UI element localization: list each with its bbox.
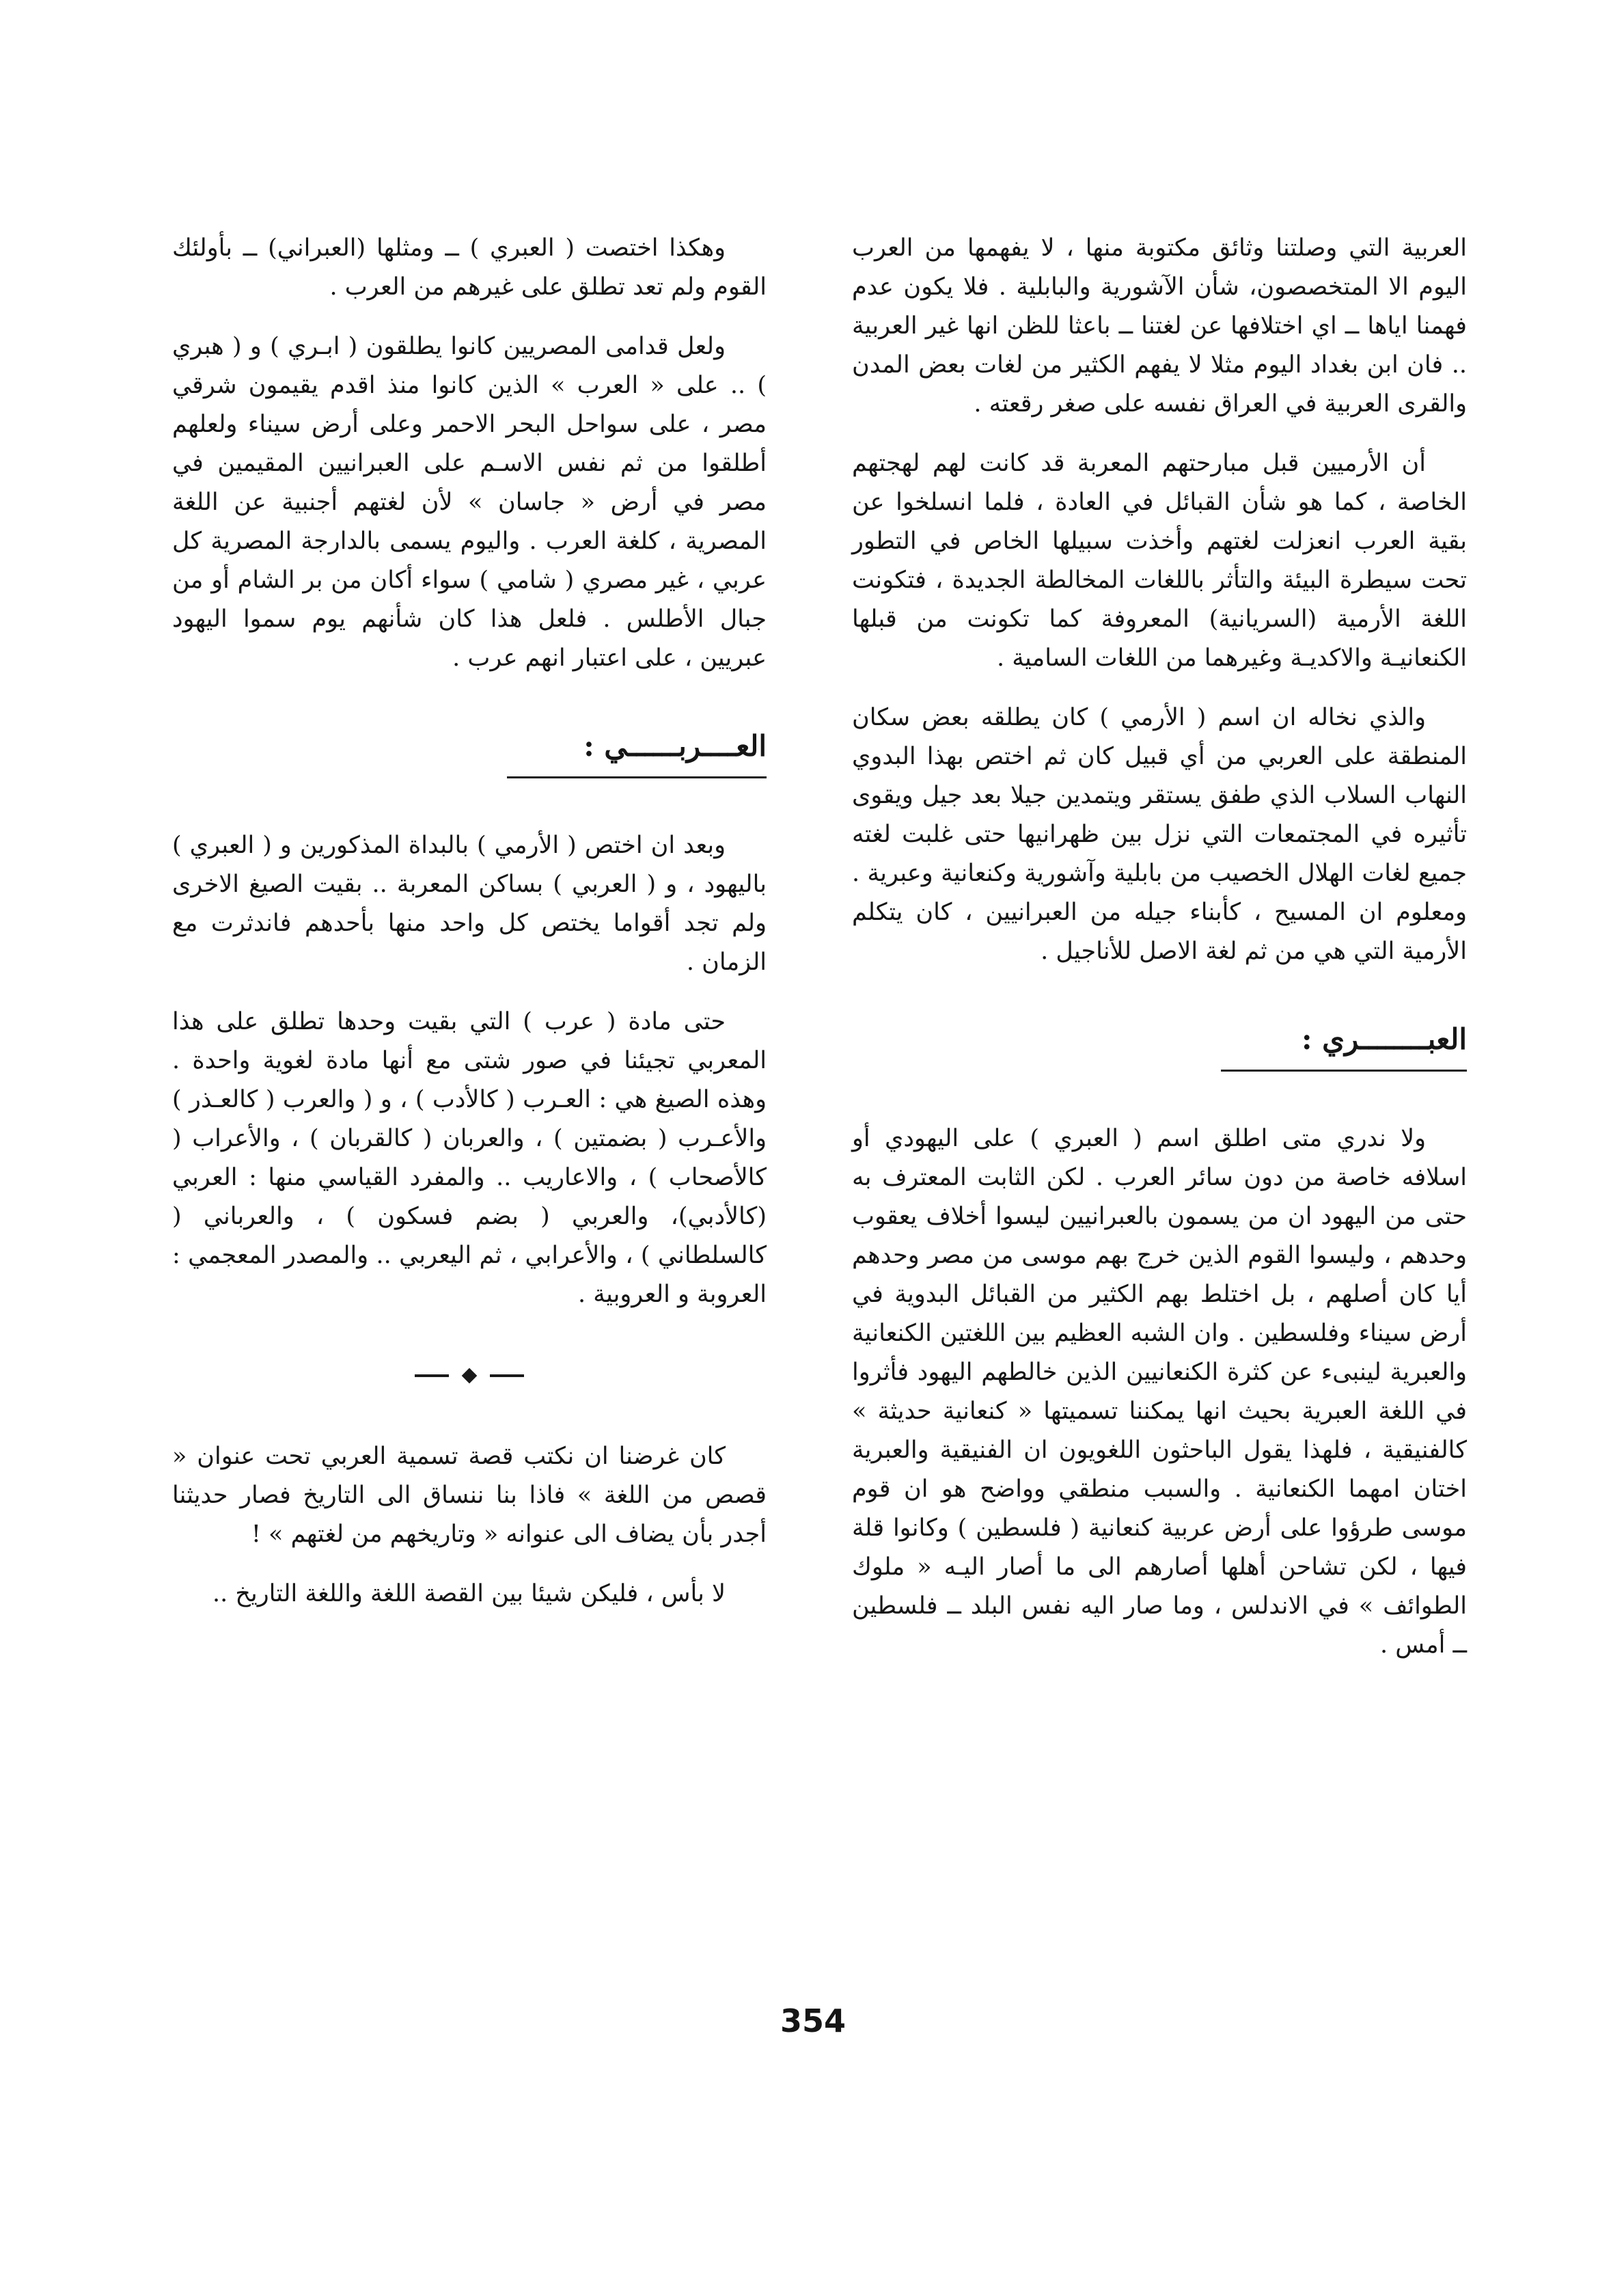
section-heading-arabi-wrap [172,698,767,778]
left-paragraph-2: ولعل قدامى المصريين كانوا يطلقون ( ابـري ) و ( هبري ) .. على « العرب » الذين كانوا منذ اقدم يقيمون شرقي مصر ، على سواحل البحر الاحمر وعلى أرض سيناء ولعلهم أطلقوا من ثم نفس الاسـم على العبرانيين المقيمين في مصر في أرض « جاسان » لأن لغتهم أجنبية عن اللغة المصرية ، كلغة العرب . واليوم يسمى بالدارجة المصرية كل عربي ، غير مصري ( شامي ) سواء أكان من بر الشام أو من جبال الأطلس . فلعل هذا كان شأنهم يوم سموا اليهود عبريين ، على اعتبار انهم عرب . [172,333,767,672]
left-paragraph-3: وبعد ان اختص ( الأرمي ) بالبداة المذكورين و ( العبري ) باليهود ، و ( العربي ) بساكن المعربة .. بقيت الصيغ الاخرى ولم تجد أقواما يختص كل واحد منها بأحدهم فاندثرت مع الزمان . [172,832,767,976]
page-number: 354 [780,2002,847,2039]
right-paragraph-1: العربية التي وصلتنا وثائق مكتوبة منها ، لا يفهمها من العرب اليوم الا المتخصصون، شأن الآشورية والبابلية . فلا يكون عدم فهمنا اياها ــ اي اختلافها عن لغتنا ــ باعثا للظن انها غير العربية .. فان ابن بغداد اليوم مثلا لا يفهم الكثير من لغات بعض المدن والقرى العربية في العراق نفسه على صغر رقعته . [852,234,1467,418]
section-heading-ibri-wrap [852,992,1467,1072]
right-column [852,229,1467,1685]
divider-dash [415,1374,449,1377]
left-column [172,229,767,1634]
right-paragraph-3: والذي نخاله ان اسم ( الأرمي ) كان يطلقه بعض سكان المنطقة على العربي من أي قبيل كان ثم اختص بهذا البدوي النهاب السلاب الذي طفق يستقر ويتمدين جيلا بعد جيل ويقوى تأثيره في المجتمعات التي نزل بين ظهرانيها حتى غلبت لغته جميع لغات الهلال الخصيب من بابلية وآشورية وكنعانية وعبرية . ومعلوم ان المسيح ، كأبناء جيله من العبرانيين ، كان يتكلم الأرمية التي هي من ثم لغة الاصل للأناجيل . [852,704,1467,965]
left-paragraph-5: كان غرضنا ان نكتب قصة تسمية العربي تحت عنوان « قصص من اللغة » فاذا بنا ننساق الى التاريخ فصار حديثنا أجدر بأن يضاف الى عنوانه « وتاريخهم من لغتهم » ! [172,1443,767,1548]
section-heading-arabi: العــــربــــــي : [583,729,767,763]
divider-diamond-icon [462,1368,478,1383]
left-paragraph-4: حتى مادة ( عرب ) التي بقيت وحدها تطلق على هذا المعربي تجيئنا في صور شتى مع أنها مادة لغوية واحدة . وهذه الصيغ هي : العـرب ( كالأدب ) ، و ( والعرب ( كالعـذر ) والأعـرب ( بضمتين ) ، والعربان ( كالقربان ) ، والأعراب ( كالأصحاب ) ، والاعاريب .. والمفرد القياسي منها : العربي (كالأدبي)، والعربي ( بضم فسكون ) ، والعرباني ( كالسلطاني ) ، والأعرابي ، ثم اليعربي .. والمصدر المعجمي : العروبة و العروبية . [172,1008,767,1308]
section-heading-ibri: العبــــــــري : [1301,1022,1467,1056]
right-paragraph-2: أن الأرميين قبل مبارحتهم المعربة قد كانت لهم لهجتهم الخاصة ، كما هو شأن القبائل في العادة ، فلما انسلخوا عن بقية العرب انعزلت لغتهم وأخذت سبيلها الخاص في التطور تحت سيطرة البيئة والتأثر باللغات المخالطة الجديدة ، فتكونت اللغة الأرمية (السريانية) المعروفة كما تكونت من قبلها الكنعانيـة والاكديـة وغيرهما من اللغات السامية . [852,450,1467,672]
divider-dash [490,1374,524,1377]
left-paragraph-1: وهكذا اختصت ( العبري ) ــ ومثلها (العبراني) ــ بأولئك القوم ولم تعد تطلق على غيرهم من العرب . [172,234,767,301]
left-paragraph-6: لا بأس ، فليكن شيئا بين القصة اللغة واللغة التاريخ .. [212,1580,726,1607]
heading-underline [1221,1070,1467,1072]
right-paragraph-4: ولا ندري متى اطلق اسم ( العبري ) على اليهودي أو اسلافه خاصة من دون سائر العرب . لكن الثابت المعترف به حتى من اليهود ان من يسمون بالعبرانيين ليسوا أخلاف يعقوب وحدهم ، وليسوا القوم الذين خرج بهم موسى من مصر وحدهم أيا كان أصلهم ، بل اختلط بهم الكثير من القبائل البدوية في أرض سيناء وفلسطين . وان الشبه العظيم بين اللغتين الكنعانية والعبرية لينبىء عن كثرة الكنعانيين الذين خالطهم اليهود فأثروا في اللغة العبرية بحيث انها يمكننا تسميتها « كنعانية حديثة » كالفنيقية ، فلهذا يقول الباحثون اللغويون ان الفنيقية والعبرية اختان امهما الكنعانية . والسبب منطقي وواضح هو ان قوم موسى طرؤوا على أرض عربية كنعانية ( فلسطين ) وكانوا قلة فيها ، لكن تشاحن أهلها أصارهم الى ما أصار اليـه « ملوك الطوائف » في الاندلس ، وما صار اليه نفس البلد ــ فلسطين ــ أمس . [852,1125,1467,1659]
section-divider [172,1355,767,1376]
heading-underline [507,776,767,778]
